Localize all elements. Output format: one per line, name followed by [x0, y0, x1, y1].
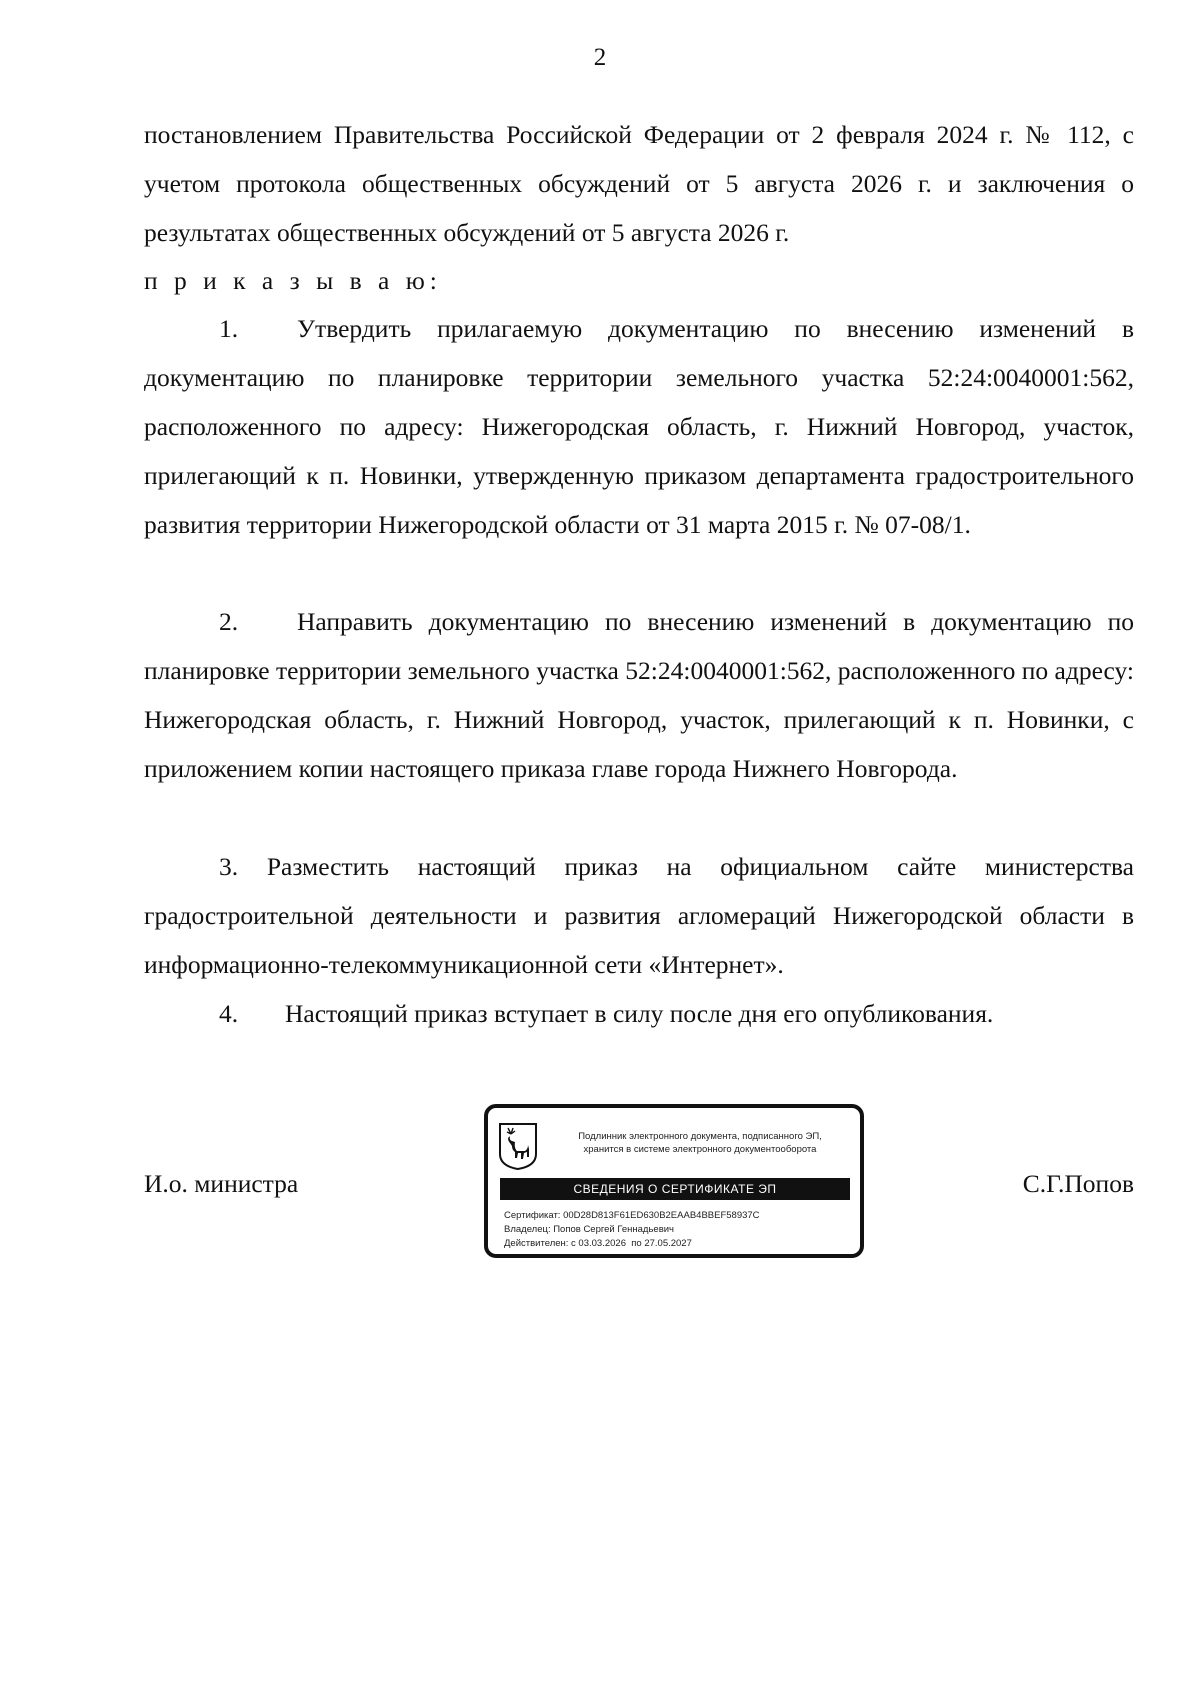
item-text: Настоящий приказ вступает в силу после дня его опубликования. — [285, 999, 994, 1028]
item-number: 1. — [219, 314, 239, 343]
intro-paragraph — [144, 110, 1134, 257]
stamp-note-line-1: Подлинник электронного документа, подписанного ЭП, — [578, 1131, 822, 1142]
item-number: 2. — [219, 607, 239, 636]
e-signature-stamp — [484, 1104, 864, 1258]
item-number: 4. — [219, 999, 239, 1028]
order-word-block — [144, 256, 1134, 305]
certificate-validity: Действителен: с 03.03.2026 по 27.05.2027 — [504, 1238, 692, 1249]
stamp-note — [550, 1130, 850, 1156]
signer-name: С.Г.Попов — [1022, 1169, 1134, 1198]
item-text: Разместить настоящий приказ на официальном сайте министерства градостроительной деятельности и развития агломераций Нижегородской области в информационно-телекоммуникационной сети «Интернет». — [144, 852, 1135, 979]
intro-text: постановлением Правительства Российской Федерации от 2 февраля 2024 г. № 112, с учетом протокола общественных обсуждений от 5 августа 2026 г. и заключения о результатах общественных обсуждений от 5 августа 2026 г. — [144, 120, 1134, 247]
order-item-3 — [144, 842, 1134, 989]
order-item-2 — [144, 597, 1134, 793]
order-item-4 — [144, 989, 1134, 1038]
order-word: п р и к а з ы в а ю: — [144, 266, 442, 295]
page-number: 2 — [593, 44, 607, 71]
order-item-1 — [144, 304, 1134, 549]
stamp-header: СВЕДЕНИЯ О СЕРТИФИКАТЕ ЭП — [500, 1178, 850, 1200]
certificate-number: Сертификат: 00D28D813F61ED630B2EAAB4BBEF58937C — [504, 1210, 760, 1221]
deer-emblem-icon — [498, 1122, 538, 1170]
signer-role: И.о. министра — [144, 1169, 299, 1198]
item-text: Утвердить прилагаемую документацию по внесению изменений в документацию по планировке территории земельного участка 52:24:0040001:562, расположенного по адресу: Нижегородская область, г. Нижний Новгород, участок, прилегающий к п. Новинки, утвержденную приказом департамента градостроительного развития территории Нижегородской области от 31 марта 2015 г. № 07-08/1. — [144, 314, 1134, 539]
certificate-owner: Владелец: Попов Сергей Геннадьевич — [504, 1224, 675, 1235]
stamp-note-line-2: хранится в системе электронного документооборота — [583, 1144, 817, 1155]
item-number: 3. — [219, 852, 239, 881]
stamp-details — [504, 1209, 760, 1251]
item-text: Направить документацию по внесению изменений в документацию по планировке территории земельного участка 52:24:0040001:562, расположенного по адресу: Нижегородская область, г. Нижний Новгород, участок, прилегающий к п. Новинки, с приложением копии настоящего приказа главе города Нижнего Новгорода. — [144, 607, 1134, 783]
